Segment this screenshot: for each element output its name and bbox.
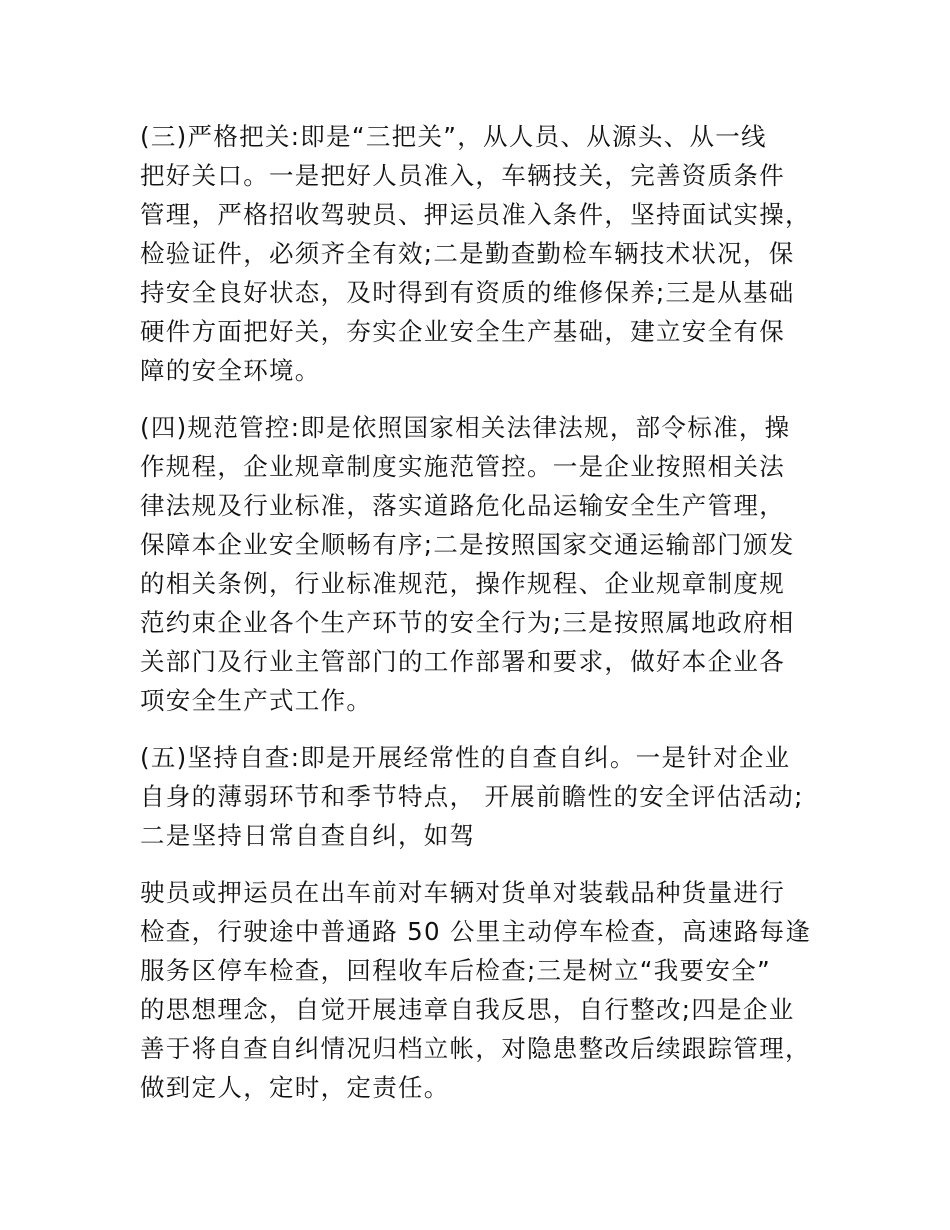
text-line: 障的安全环境。: [140, 356, 321, 385]
text-line: 检验证件，必须齐全有效;二是勤查勤检车辆技术状况，保: [140, 239, 795, 268]
text-line: 管理，严格招收驾驶员、押运员准入条件，坚持面试实操，: [140, 200, 811, 229]
text-line: 作规程，企业规章制度实施范管控。一是企业按照相关法: [140, 452, 785, 481]
text-line: 服务区停车检查，回程收车后检查;三是树立“我要安全”: [140, 956, 771, 985]
text-line: 的思想理念，自觉开展违章自我反思，自行整改;四是企业: [140, 995, 795, 1024]
text-line: 把好关口。一是把好人员准入，车辆技关，完善资质条件: [140, 161, 785, 190]
text-line: (五)坚持自查:即是开展经常性的自查自纠。一是针对企业: [140, 743, 791, 772]
text-line: 硬件方面把好关，夯实企业安全生产基础，建立安全有保: [140, 317, 785, 346]
text-line: 项安全生产式工作。: [140, 686, 373, 715]
text-line: 范约束企业各个生产环节的安全行为;三是按照属地政府相: [140, 608, 795, 637]
text-line: 关部门及行业主管部门的工作部署和要求，做好本企业各: [140, 647, 785, 676]
text-line: 律法规及行业标准，落实道路危化品运输安全生产管理，: [140, 491, 785, 520]
paragraph-self-inspection: [140, 738, 820, 855]
text-line: 做到定人，定时，定责任。: [140, 1073, 450, 1102]
text-line: (四)规范管控:即是依照国家相关法律法规，部令标准，操: [140, 413, 791, 442]
paragraph-strict-control: [140, 117, 820, 390]
text-line: 二是坚持日常自查自纠，如驾: [140, 821, 476, 850]
text-line: 持安全良好状态，及时得到有资质的维修保养;三是从基础: [140, 278, 795, 307]
paragraph-standard-management: [140, 408, 820, 720]
text-line: (三)严格把关:即是“三把关”，从人员、从源头、从一线: [140, 122, 767, 151]
text-line: 善于将自查自纠情况归档立帐，对隐患整改后续跟踪管理，: [140, 1034, 811, 1063]
paragraph-self-inspection-continued: [140, 873, 820, 1107]
text-line: 检查，行驶途中普通路 50 公里主动停车检查，高速路每逢: [140, 917, 812, 946]
text-line: 自身的薄弱环节和季节特点， 开展前瞻性的安全评估活动;: [140, 782, 804, 811]
text-line: 保障本企业安全顺畅有序;二是按照国家交通运输部门颁发: [140, 530, 795, 559]
text-line: 驶员或押运员在出车前对车辆对货单对装载品种货量进行: [140, 878, 785, 907]
text-line: 的相关条例，行业标准规范，操作规程、企业规章制度规: [140, 569, 785, 598]
